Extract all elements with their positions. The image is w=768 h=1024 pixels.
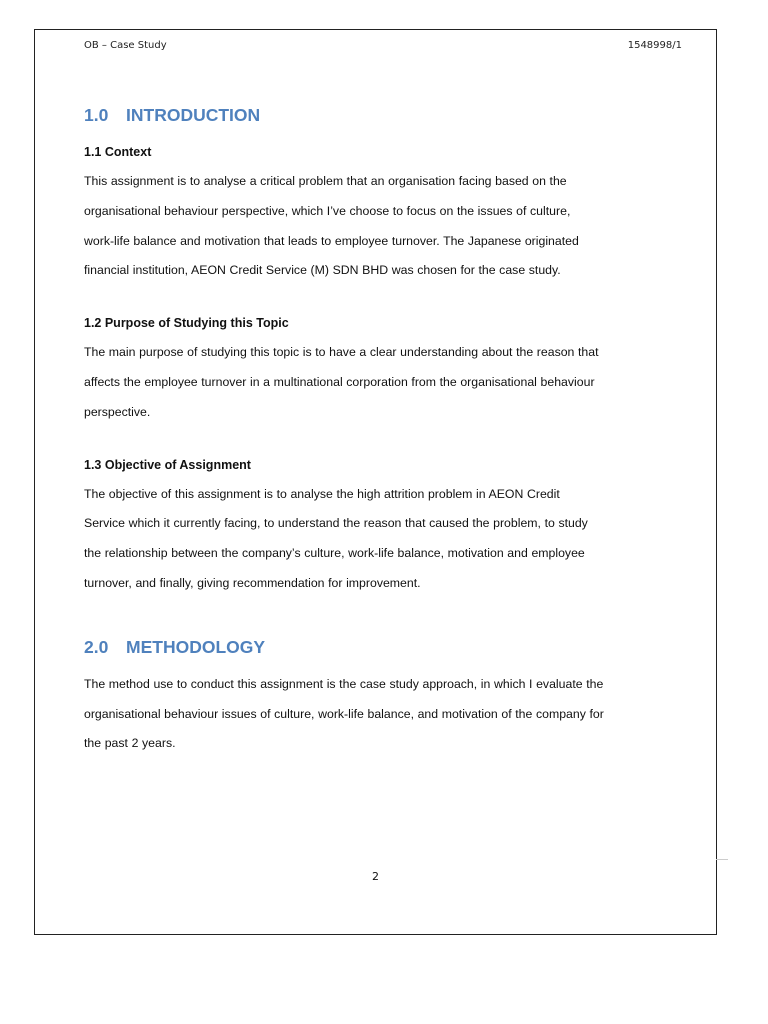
paragraph-methodology: The method use to conduct this assignment is the case study approach, in which I evaluate the organisational behaviour issues of culture, work-life balance, and motivation of the company for the past 2 years. (84, 676, 604, 751)
subheading-context: 1.1 Context (84, 145, 152, 159)
paragraph-objective: The objective of this assignment is to analyse the high attrition problem in AEON Credit Service which it currently facing, to understand the reason that caused the problem, to study the relationship between the company’s culture, work-life balance, motivation and employee turnover, and finally, giving recommendation for improvement. (84, 486, 588, 590)
section-heading-methodology (84, 635, 604, 659)
subheading-objective: 1.3 Objective of Assignment (84, 457, 251, 472)
section-heading-introduction (84, 103, 604, 127)
paragraph-purpose: The main purpose of studying this topic is to have a clear understanding about the reason that affects the employee turnover in a multinational corporation from the organisational behaviour perspective. (84, 345, 599, 419)
page-content (84, 76, 604, 759)
section-title: METHODOLOGY (126, 636, 266, 657)
running-header-student-id: 1548998/1 (627, 40, 682, 51)
footer-divider (716, 859, 728, 860)
section-title: INTRODUCTION (126, 105, 261, 125)
paragraph-context: This assignment is to analyse a critical problem that an organisation facing based on the organisational behaviour perspective, which I’ve choose to focus on the issues of culture, work-life balance and motivation that leads to employee turnover. The Japanese originated financial institution, AEON Credit Service (M) SDN BHD was chosen for the case study. (84, 174, 579, 278)
section-number: 1.0 (84, 105, 109, 125)
running-header-title: OB – Case Study (84, 40, 167, 51)
section-number: 2.0 (84, 636, 109, 657)
page-number: 2 (372, 870, 379, 883)
subheading-purpose: 1.2 Purpose of Studying this Topic (84, 316, 289, 331)
